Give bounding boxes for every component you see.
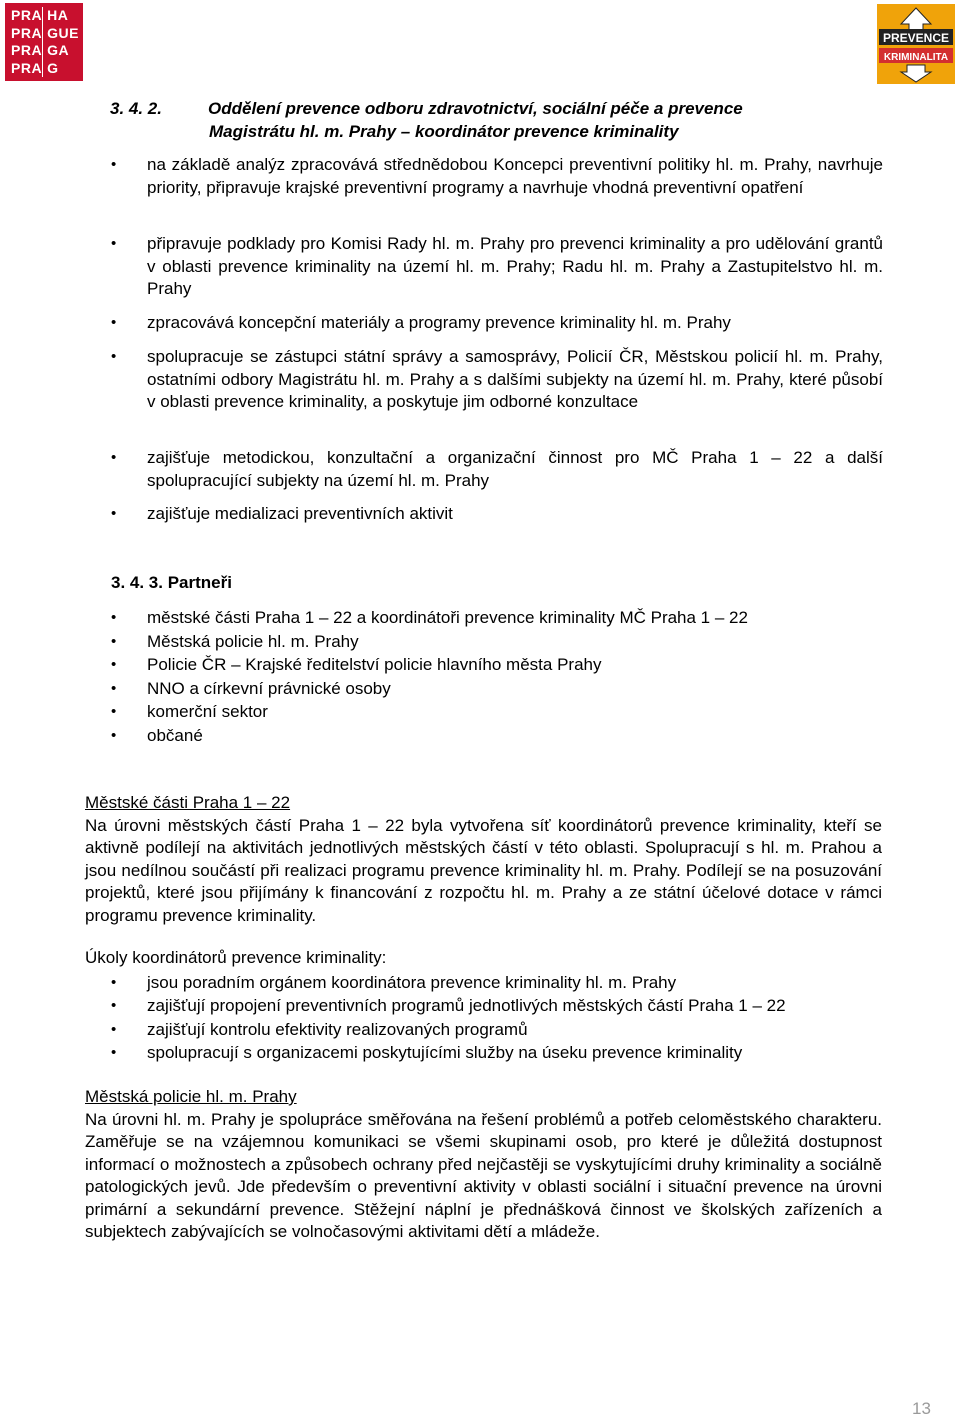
- praha-logo: [5, 3, 83, 81]
- tasks-title: Úkoly koordinátorů prevence kriminality:: [85, 948, 387, 967]
- list-item-text: městské části Praha 1 – 22 a koordinátoři prevence kriminality MČ Praha 1 – 22: [147, 608, 748, 627]
- list-item: • Městská policie hl. m. Prahy: [111, 631, 883, 654]
- logo-text: PRA: [11, 7, 43, 23]
- list-item: • zajišťují propojení preventivních programů jednotlivých městských částí Praha 1 – 22: [111, 995, 883, 1018]
- logo-text: PRA: [11, 42, 43, 58]
- list-item-text: zajišťují propojení preventivních programů jednotlivých městských částí Praha 1 – 22: [147, 996, 786, 1015]
- list-item-text: připravuje podklady pro Komisi Rady hl. m. Prahy pro prevenci kriminality a pro udělování grantů v oblasti prevence kriminality na území hl. m. Prahy; Radu hl. m. Prahy a Zastupitelstvo hl. m. Prahy: [147, 234, 883, 298]
- partners-title: Partneři: [167, 573, 232, 592]
- page-number: 13: [912, 1399, 931, 1418]
- list-item: • jsou poradním orgánem koordinátora prevence kriminality hl. m. Prahy: [111, 972, 883, 995]
- list-item-text: Městská policie hl. m. Prahy: [147, 632, 359, 651]
- list-item-text: NNO a církevní právnické osoby: [147, 679, 391, 698]
- logo-text: PRA: [11, 59, 43, 76]
- list-item-text: komerční sektor: [147, 702, 268, 721]
- mp-paragraph: Na úrovni hl. m. Prahy je spolupráce směřována na řešení problémů a potřeb celoměstského charakteru. Zaměřuje se na vzájemnou komunikaci se všemi skupinami osob, pro které je důležitá dostupnost informací o možnostech a způsobech ochrany před nejčastěji se vyskytujícími druhy kriminality a sociálně patologických jevů. Jde především o preventivní aktivity v oblasti sociální i situační prevence na úrovni primární a sekundární prevence. Stěžejní náplní je přednášková činnost ve školských zařízeních a subjektech zabývajících se volnočasovými aktivitami dětí a mládeže.: [85, 1109, 882, 1241]
- prevence-kriminality-logo: [877, 4, 955, 84]
- logo-text: GA: [42, 42, 79, 60]
- list-item: • připravuje podklady pro Komisi Rady hl. m. Prahy pro prevenci kriminality a pro udělování grantů v oblasti prevence kriminality na území hl. m. Prahy; Radu hl. m. Prahy a Zastupitelstvo hl. m. Prahy: [111, 233, 883, 301]
- list-item-text: zajišťují kontrolu efektivity realizovaných programů: [147, 1020, 528, 1039]
- heading-line-2: Magistrátu hl. m. Prahy – koordinátor prevence kriminality: [209, 121, 679, 141]
- mp-section: [85, 1086, 882, 1244]
- list-item-text: občané: [147, 726, 203, 745]
- list-item: • zajišťuje medializaci preventivních aktivit: [111, 503, 883, 526]
- list-item-text: zajišťuje medializaci preventivních aktivit: [147, 504, 453, 523]
- partners-number: 3. 4. 3.: [111, 573, 163, 592]
- list-item: • zajišťuje metodickou, konzultační a organizační činnost pro MČ Praha 1 – 22 a další spolupracující subjekty na území hl. m. Prahy: [111, 447, 883, 492]
- list-item-text: na základě analýz zpracovává střednědobou Koncepci preventivní politiky hl. m. Prahy, navrhuje priority, připravuje krajské preventivní programy a navrhuje vhodná preventivní opatření: [147, 155, 883, 197]
- list-item: • městské části Praha 1 – 22 a koordinátoři prevence kriminality MČ Praha 1 – 22: [111, 607, 883, 630]
- mp-title: Městská policie hl. m. Prahy: [85, 1087, 297, 1106]
- section-heading: [110, 98, 883, 143]
- list-item: • Policie ČR – Krajské ředitelství policie hlavního města Prahy: [111, 654, 883, 677]
- list-item: • spolupracují s organizacemi poskytujícími služby na úseku prevence kriminality: [111, 1042, 883, 1065]
- list-item: • komerční sektor: [111, 701, 883, 724]
- list-item-text: spolupracuje se zástupci státní správy a samosprávy, Policií ČR, Městskou policií hl. m. Prahy, ostatními odbory Magistrátu hl. m. Prahy a s dalšími subjekty na území hl. m. Prahy, které působí v oblasti prevence kriminality, a poskytuje jim odborné konzultace: [147, 347, 883, 411]
- list-item: • NNO a církevní právnické osoby: [111, 678, 883, 701]
- list-item: • zajišťují kontrolu efektivity realizovaných programů: [111, 1019, 883, 1042]
- heading-title: Oddělení prevence odboru zdravotnictví, sociální péče a prevence: [208, 99, 743, 118]
- list-item: • spolupracuje se zástupci státní správy a samosprávy, Policií ČR, Městskou policií hl. m. Prahy, ostatními odbory Magistrátu hl. m. Prahy a s dalšími subjekty na území hl. m. Prahy, které působí v oblasti prevence kriminality, a poskytuje jim odborné konzultace: [111, 346, 883, 414]
- logo-bottom-text: KRIMINALITA: [883, 52, 949, 63]
- list-item-text: zajišťuje metodickou, konzultační a organizační činnost pro MČ Praha 1 – 22 a další spolupracující subjekty na území hl. m. Prahy: [147, 448, 883, 490]
- logo-text: G: [42, 60, 79, 78]
- list-item-text: zpracovává koncepční materiály a programy prevence kriminality hl. m. Prahy: [147, 313, 731, 332]
- mc-section: [85, 792, 882, 927]
- logo-text: HA: [42, 7, 79, 25]
- logo-top-text: PREVENCE: [882, 31, 950, 45]
- heading-number: 3. 4. 2.: [110, 99, 162, 118]
- list-item: • zpracovává koncepční materiály a programy prevence kriminality hl. m. Prahy: [111, 312, 883, 335]
- list-item: • na základě analýz zpracovává střednědobou Koncepci preventivní politiky hl. m. Prahy, navrhuje priority, připravuje krajské preventivní programy a navrhuje vhodná preventivní opatření: [111, 154, 883, 199]
- logo-text: GUE: [42, 25, 79, 43]
- partners-heading: [111, 572, 232, 595]
- list-item-text: Policie ČR – Krajské ředitelství policie hlavního města Prahy: [147, 655, 602, 674]
- logo-text: PRA: [11, 24, 43, 41]
- mc-paragraph: Na úrovni městských částí Praha 1 – 22 byla vytvořena síť koordinátorů prevence kriminality, kteří se aktivně podílejí na aktivitách jednotlivých městských částí v této oblasti. Spolupracují s hl. m. Prahou a jsou nedílnou součástí při realizaci programu prevence kriminality hl. m. Prahy. Podílejí se na posuzování projektů, které jsou přijímány k financování z rozpočtu hl. m. Prahy a ze státní účelové dotace v rámci programu prevence kriminality.: [85, 815, 882, 925]
- list-item-text: spolupracují s organizacemi poskytujícími služby na úseku prevence kriminality: [147, 1043, 743, 1062]
- heading-line-1: [110, 98, 883, 121]
- mc-title: Městské části Praha 1 – 22: [85, 793, 291, 812]
- list-item: • občané: [111, 725, 883, 748]
- list-item-text: jsou poradním orgánem koordinátora prevence kriminality hl. m. Prahy: [147, 973, 677, 992]
